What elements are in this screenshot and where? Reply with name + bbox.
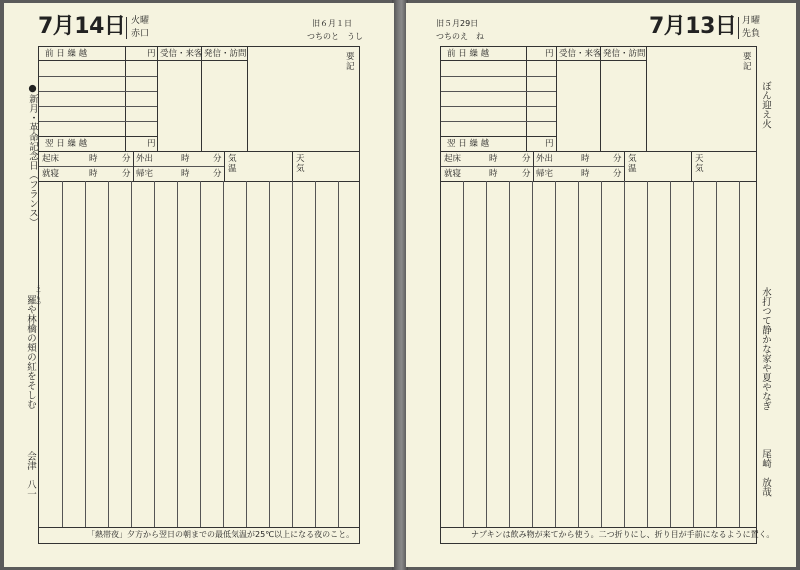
received-label: 受信・来客 — [559, 49, 602, 59]
wake-hour: 時 — [489, 154, 498, 164]
sent-label: 発信・訪問 — [603, 49, 646, 59]
home-label: 帰宅 — [136, 169, 154, 179]
date-heading: 7月14日 — [38, 14, 126, 39]
sleep-hour: 時 — [489, 169, 498, 179]
sleep-minute: 分 — [522, 169, 531, 179]
rokuyo: 先負 — [742, 29, 761, 39]
out-label: 外出 — [536, 154, 554, 164]
eto: つちのと うし — [307, 32, 363, 41]
side-event: ●新月・革命記念日（フランス） — [27, 83, 38, 227]
haiku: 水打つて静かな家や夏やなぎ — [760, 287, 771, 411]
sleep-label: 就寝 — [444, 169, 462, 179]
temp-label: 気温 — [628, 154, 637, 174]
notes-label: 要記 — [743, 52, 752, 72]
out-label: 外出 — [136, 154, 154, 164]
haiku-author: 会津 八一 — [25, 451, 36, 499]
home-minute: 分 — [613, 169, 622, 179]
temp-label: 気温 — [228, 154, 237, 174]
wake-hour: 時 — [89, 154, 98, 164]
next-balance-yen: 円 — [545, 139, 554, 149]
next-balance-yen: 円 — [147, 139, 156, 149]
haiku-author: 尾崎 放哉 — [760, 449, 771, 497]
wake-minute: 分 — [522, 154, 531, 164]
footer-note: ナプキンは飲み物が来てから使う。二つ折りにし、折り目が手前になるように置く。 — [471, 530, 775, 539]
sleep-minute: 分 — [122, 169, 131, 179]
diary-page-right — [406, 3, 796, 567]
home-hour: 時 — [581, 169, 590, 179]
side-event: ぼん迎え火 — [760, 81, 771, 129]
prev-balance-label: 前 日 繰 越 — [447, 49, 490, 59]
out-minute: 分 — [213, 154, 222, 164]
lunar-date: 旧６月１日 — [312, 19, 352, 28]
sleep-label: 就寝 — [42, 169, 60, 179]
weather-label: 天気 — [296, 154, 305, 174]
footer-note: 「熱帯夜」夕方から翌日の朝までの最低気温が25℃以上になる夜のこと。 — [87, 530, 355, 539]
weekday: 月曜 — [742, 16, 761, 26]
weather-label: 天気 — [695, 154, 704, 174]
eto: つちのえ ね — [436, 32, 484, 41]
out-minute: 分 — [613, 154, 622, 164]
diary-page-left — [4, 3, 394, 567]
home-hour: 時 — [181, 169, 190, 179]
rokuyo: 赤口 — [131, 29, 150, 39]
haiku: 羅や林檎の頬の紅をそしむ — [25, 295, 36, 409]
received-label: 受信・来客 — [160, 49, 203, 59]
prev-balance-yen: 円 — [545, 49, 554, 59]
prev-balance-label: 前 日 繰 越 — [45, 49, 88, 59]
wake-minute: 分 — [122, 154, 131, 164]
haiku-ruby: うすもの — [35, 285, 41, 305]
sent-label: 発信・訪問 — [204, 49, 247, 59]
wake-label: 起床 — [444, 154, 462, 164]
diary-grid — [38, 46, 360, 544]
weekday: 火曜 — [131, 16, 150, 26]
notes-label: 要記 — [346, 52, 355, 72]
home-label: 帰宅 — [536, 169, 554, 179]
home-minute: 分 — [213, 169, 222, 179]
lunar-date: 旧５月29日 — [436, 19, 479, 28]
next-balance-label: 翌 日 繰 越 — [447, 139, 490, 149]
prev-balance-yen: 円 — [147, 49, 156, 59]
out-hour: 時 — [581, 154, 590, 164]
out-hour: 時 — [181, 154, 190, 164]
wake-label: 起床 — [42, 154, 60, 164]
date-heading: 7月13日 — [649, 14, 737, 39]
next-balance-label: 翌 日 繰 越 — [45, 139, 88, 149]
sleep-hour: 時 — [89, 169, 98, 179]
